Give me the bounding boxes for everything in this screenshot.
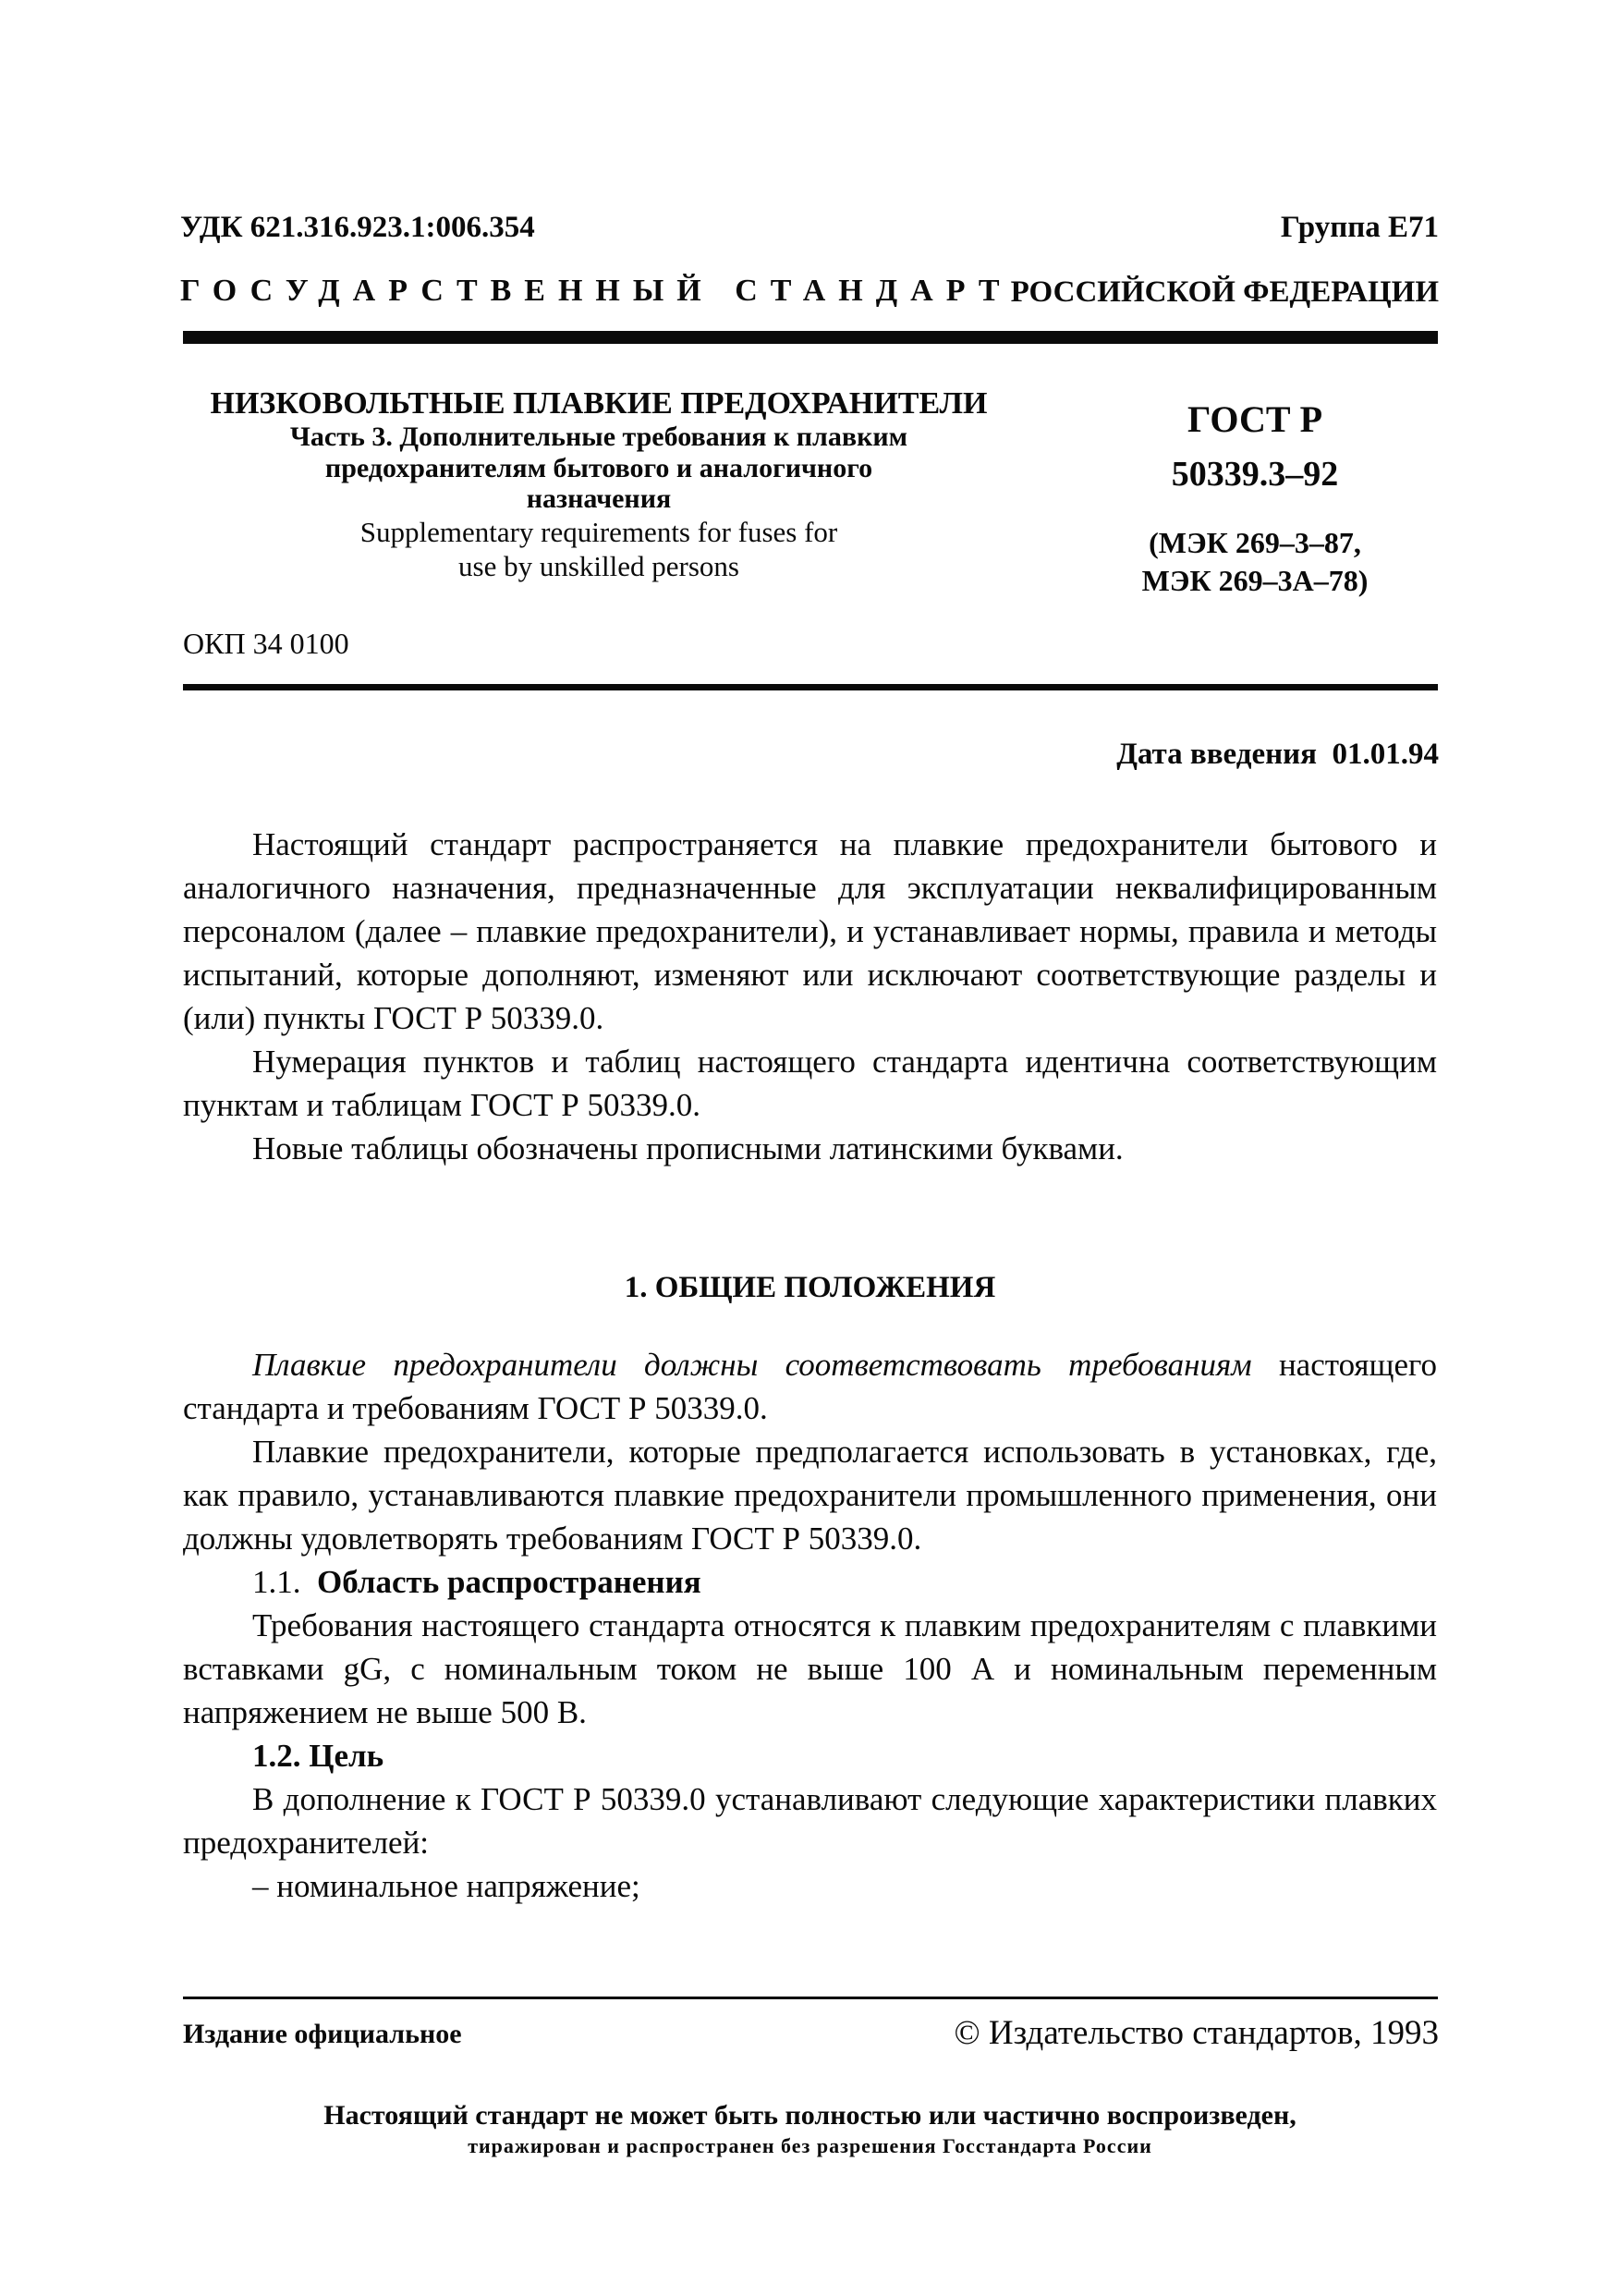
reproduction-notice xyxy=(183,2098,1437,2158)
russian-federation-heading: РОССИЙСКОЙ ФЕДЕРАЦИИ xyxy=(1010,275,1439,309)
clause-1-2-text: В дополнение к ГОСТ Р 50339.0 устанавливают следующие характеристики плавких предохранителей: xyxy=(183,1781,1437,1861)
clause-1-1-text: Требования настоящего стандарта относятся к плавким предохранителям с плавкими вставками gG, с номинальным током не выше 100 А и номинальным переменным напряжением не выше 500 В. xyxy=(183,1607,1437,1730)
official-edition-label: Издание официальное xyxy=(183,2019,462,2049)
part-title-line-1: Часть 3. Дополнительные требования к плавким xyxy=(289,421,908,453)
title-rule xyxy=(183,684,1438,690)
intro-paragraph-2: Нумерация пунктов и таблиц настоящего стандарта идентична соответствующим пунктам и таблицам ГОСТ Р 50339.0. xyxy=(183,1044,1437,1123)
section-1-paragraph-2: Плавкие предохранители, которые предполагается использовать в установках, где, как правило, устанавливаются плавкие предохранители промышленного применения, они должны удовлетворять требованиям ГОСТ Р 50339.0. xyxy=(183,1434,1437,1557)
english-title-line-2: use by unskilled persons xyxy=(458,549,739,582)
section-1-paragraph-1-rest: настоящего стандарта и требованиям ГОСТ Р 50339.0. xyxy=(183,1347,1437,1426)
english-title-line-1: Supplementary requirements for fuses for xyxy=(359,515,838,548)
state-standard-heading: ГОСУДАРСТВЕННЫЙ СТАНДАРТ xyxy=(180,274,1013,308)
section-1-paragraph-1 xyxy=(183,1343,1437,1430)
standard-designation xyxy=(1079,397,1430,600)
section-1 xyxy=(183,1266,1437,1908)
clause-1-1-number: 1.1. xyxy=(252,1564,301,1600)
introduction-date-value: 01.01.94 xyxy=(1332,738,1439,771)
intro-paragraph-1: Настоящий стандарт распространяется на плавкие предохранители бытового и аналогичного назначения, предназначенные для эксплуатации неквалифицированным персоналом (далее – плавкие предохранители), и устанавливает нормы, правила и методы испытаний, которые дополняют, изменяют или исключают соответствующие разделы и (или) пункты ГОСТ Р 50339.0. xyxy=(183,826,1437,1036)
iec-reference-2: МЭК 269–3А–78) xyxy=(1141,563,1369,597)
standard-title-block xyxy=(183,386,1015,582)
introduction-date xyxy=(1116,738,1439,772)
header-rule xyxy=(183,331,1438,344)
clause-1-2-list-item: – номинальное напряжение; xyxy=(252,1868,640,1904)
part-title-line-3: назначения xyxy=(526,483,672,515)
copyright-notice: © Издательство стандартов, 1993 xyxy=(954,2014,1439,2052)
gost-label: ГОСТ Р xyxy=(1187,398,1323,440)
gost-number: 50339.3–92 xyxy=(1171,455,1339,494)
clause-1-1-heading xyxy=(183,1560,1437,1604)
part-title-line-2: предохранителям бытового и аналогичного xyxy=(324,452,873,483)
intro-paragraph-3: Новые таблицы обозначены прописными латинскими буквами. xyxy=(252,1130,1124,1166)
iec-reference-1: (МЭК 269–3–87, xyxy=(1149,526,1361,559)
udk-code: УДК 621.316.923.1:006.354 xyxy=(180,211,535,244)
standard-title: НИЗКОВОЛЬТНЫЕ ПЛАВКИЕ ПРЕДОХРАНИТЕЛИ xyxy=(210,386,988,421)
clause-1-1-title: Область распространения xyxy=(317,1564,701,1600)
footer-rule xyxy=(183,1997,1438,1999)
section-1-title: 1. ОБЩИЕ ПОЛОЖЕНИЯ xyxy=(624,1271,996,1304)
intro-text xyxy=(183,823,1437,1170)
introduction-date-label: Дата введения xyxy=(1116,738,1317,771)
section-1-paragraph-1-italic: Плавкие предохранители должны соответствовать требованиям xyxy=(252,1347,1252,1383)
reproduction-notice-line-1: Настоящий стандарт не может быть полностью или частично воспроизведен, xyxy=(323,2100,1296,2131)
okp-code: ОКП 34 0100 xyxy=(183,627,349,660)
group-code: Группа Е71 xyxy=(1280,211,1439,244)
reproduction-notice-line-2: тиражирован и распространен без разрешения Госстандарта России xyxy=(468,2133,1152,2157)
clause-1-2-heading: 1.2. Цель xyxy=(252,1738,384,1774)
